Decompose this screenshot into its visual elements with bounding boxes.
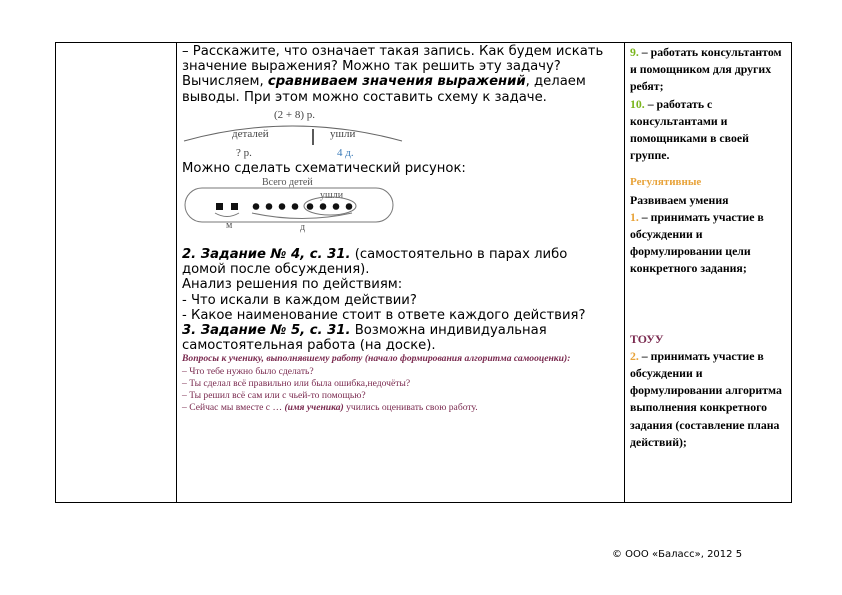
scheme1-right-value: 4 д. [337,146,354,159]
questions-heading: Вопросы к ученику, выполнявшему работу (начало формирования алгоритма самооценки): [182,353,571,365]
question-item: – Сейчас мы вместе с … (имя ученика) учились оценивать свою работу. [182,402,478,414]
task-scheme-2 [182,176,422,238]
lesson-content-column [182,44,612,414]
scheme2-inner-label: ушли [320,190,344,202]
skills-column [630,44,788,451]
compare-text: Вычисляем, сравниваем значения выражений, делаем выводы. При этом можно составить схему к задаче. [182,74,586,105]
scheme1-left-value: ? р. [236,146,252,159]
skill-10: 10. – работать с консультантами и помощниками в своей группе. [630,96,749,163]
task-3: 3. Задание № 5, с. 31. Возможна индивидуальная самостоятельная работа (на доске). [182,323,547,354]
regulatory-heading: Регулятивные [630,176,702,189]
question-item: – Ты решил всё сам или с чьей-то помощью? [182,390,366,402]
scheme2-d-label: д [300,222,306,234]
question-item: – Ты сделал всё правильно или была ошибка,недочёты? [182,377,411,389]
analysis-question-2: - Какое наименование стоит в ответе каждого действия? [182,307,586,323]
intro-text: – Расскажите, что означает такая запись. Как будем искать значение выражения? Можно так решить эту задачу? [182,44,604,75]
scheme2-m-label: м [226,220,233,232]
column-divider-2 [624,42,625,503]
toyy-skill-2: 2. – принимать участие в обсуждении и формулировании алгоритма выполнения конкретного задания (составление плана действий); [630,348,782,449]
question-item: – Что тебе нужно было сделать? [182,365,314,377]
task-2: 2. Задание № 4, с. 31. (самостоятельно в парах либо домой после обсуждения). [182,247,568,278]
page-footer: © ООО «Баласс», 2012 5 [612,549,743,560]
skill-9: 9. – работать консультантом и помощником для других ребят; [630,45,782,94]
picture-text: Можно сделать схематический рисунок: [182,160,466,176]
scheme1-right-label: ушли [330,127,356,140]
task-scheme-1 [182,105,422,161]
analysis-heading: Анализ решения по действиям: [182,277,403,293]
scheme1-left-label: деталей [232,127,269,140]
scheme1-top-label: (2 + 8) р. [274,108,316,121]
analysis-question-1: - Что искали в каждом действии? [182,292,417,308]
regulatory-subheading: Развиваем умения [630,192,729,207]
regulatory-skill-1: 1. – принимать участие в обсуждении и формулировании цели конкретного задания; [630,209,764,276]
self-assessment-questions [182,353,612,414]
scheme2-top-label: Всего детей [262,177,313,189]
column-divider-1 [176,42,177,503]
toyy-heading: ТОУУ [630,331,664,346]
